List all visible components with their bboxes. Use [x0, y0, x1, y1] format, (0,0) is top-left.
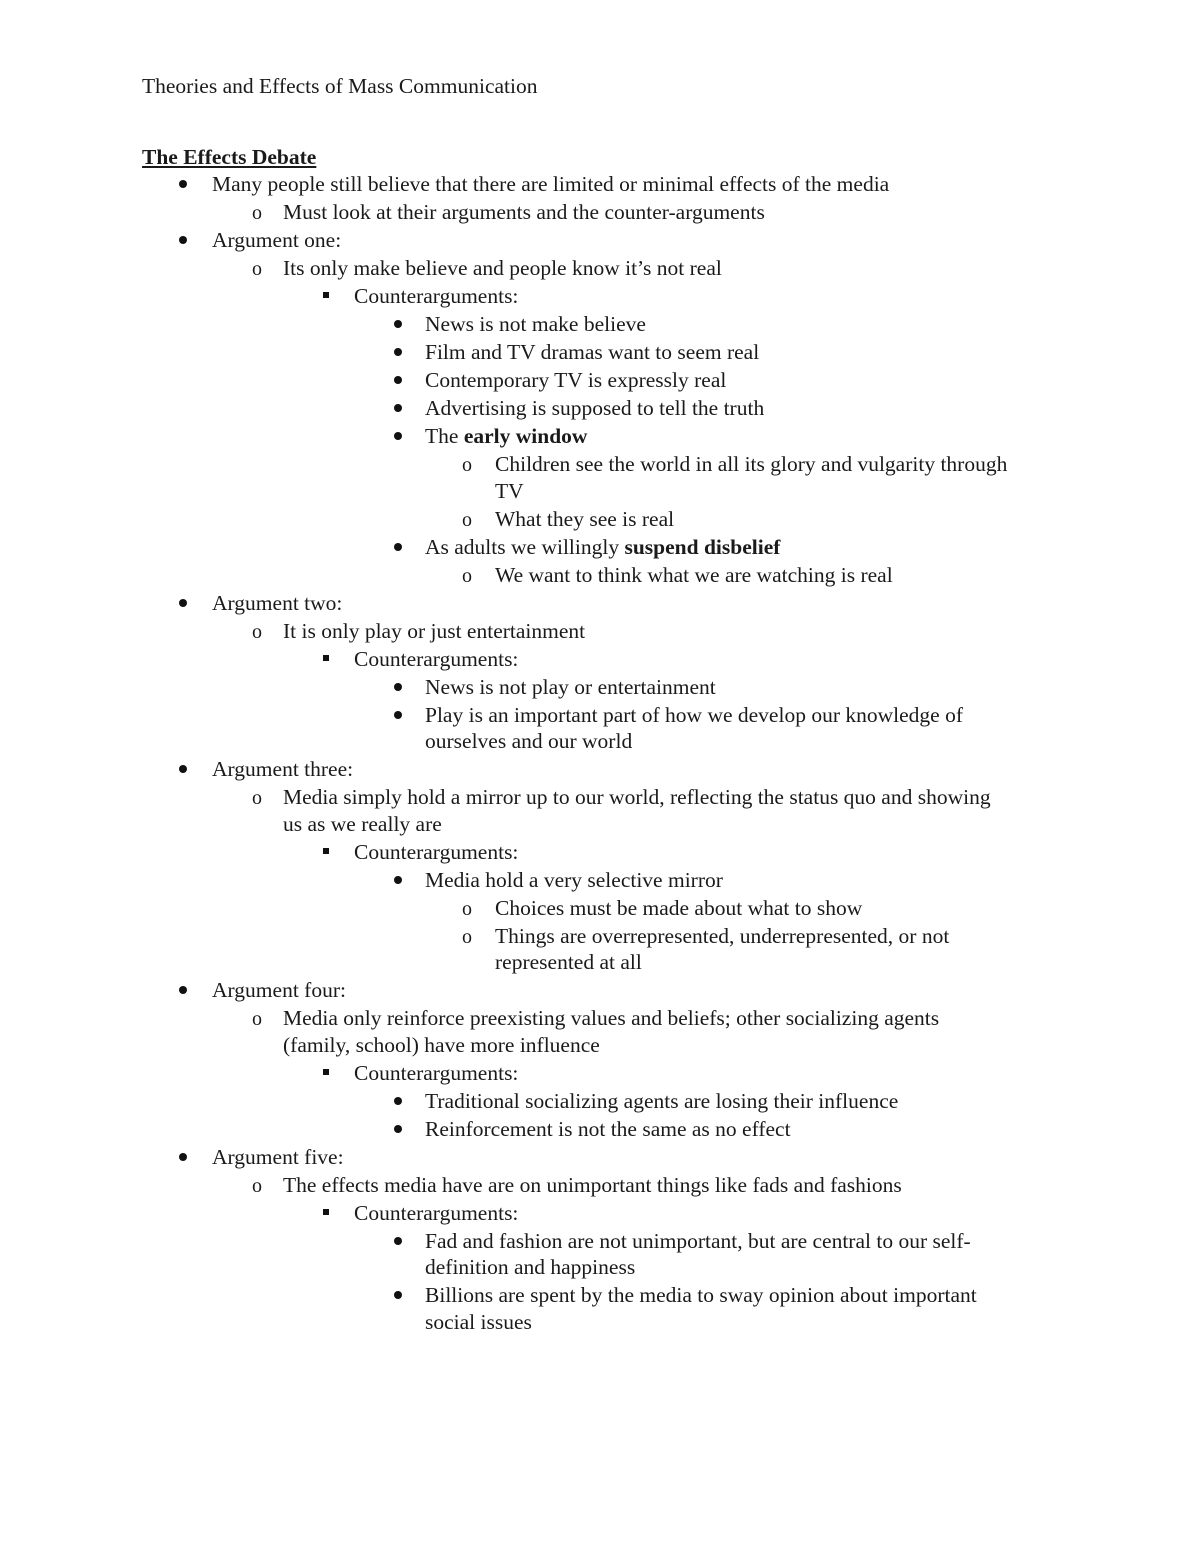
bullet-disc-icon: [388, 674, 408, 701]
outline-item-text: [425, 339, 759, 366]
outline-item-text: [283, 199, 765, 226]
outline-item-plain-text: Counterarguments:: [354, 839, 519, 864]
outline-item-level-2: [0, 199, 1200, 226]
bullet-disc-icon-shape: [179, 765, 187, 773]
outline-item-plain-text: As adults we willingly: [425, 534, 625, 559]
outline-item-level-2: [0, 618, 1200, 645]
outline-item-plain-text: It is only play or just entertainment: [283, 618, 586, 643]
outline-item-text: [425, 1228, 971, 1281]
outline-item-text: [354, 839, 518, 866]
outline-item-line: Things are overrepresented, underrepresented, or not: [495, 923, 950, 948]
outline-item-line: Children see the world in all its glory and vulgarity through: [495, 452, 1008, 476]
bullet-circle-icon: [457, 895, 477, 923]
outline-item-level-3: [0, 1200, 1200, 1227]
outline-item-level-4: [0, 702, 1200, 755]
outline-item-level-1: [0, 227, 1200, 254]
bullet-circle-icon-shape: o: [252, 620, 262, 643]
outline-item-plain-text: Argument four:: [212, 978, 346, 1002]
bullet-square-icon: [316, 1200, 336, 1227]
outline-item-text: [425, 1116, 791, 1143]
outline-item-plain-text: Its only make believe and people know it’s not real: [283, 256, 722, 280]
outline-item-level-5: [0, 923, 1200, 976]
bullet-disc-icon-shape: [394, 876, 402, 884]
bullet-disc-icon-shape: [394, 543, 402, 551]
outline-item-line: (family, school) have more influence: [283, 1032, 600, 1057]
bullet-disc-icon-shape: [394, 711, 402, 719]
bullet-disc-icon-shape: [394, 1125, 402, 1133]
outline-item-plain-text: What they see is real: [495, 506, 675, 531]
outline-item-plain-text: We want to think what we are watching is real: [495, 562, 893, 587]
bullet-disc-icon-shape: [179, 986, 187, 994]
outline-item-text: [495, 451, 1007, 504]
outline-item-plain-text: Reinforcement is not the same as no effect: [425, 1116, 791, 1141]
bullet-disc-icon: [173, 227, 193, 254]
bullet-square-icon-shape: [323, 1209, 329, 1215]
bullet-disc-icon: [173, 977, 193, 1004]
outline-item-level-4: [0, 339, 1200, 366]
bullet-disc-icon: [388, 311, 408, 338]
outline-item-line: Play is an important part of how we develop our knowledge of: [425, 702, 963, 727]
outline-item-level-2: [0, 784, 1200, 837]
outline-item-level-4: [0, 1088, 1200, 1115]
bullet-disc-icon: [388, 534, 408, 561]
bullet-circle-icon: [247, 1172, 267, 1200]
outline-item-level-4: [0, 367, 1200, 394]
bullet-circle-icon: [247, 784, 267, 812]
bullet-square-icon: [316, 283, 336, 310]
outline-item-level-1: [0, 977, 1200, 1004]
outline-item-level-3: [0, 1060, 1200, 1087]
outline-item-level-4: [0, 311, 1200, 338]
bullet-square-icon: [316, 646, 336, 673]
outline-item-level-3: [0, 283, 1200, 310]
bullet-disc-icon: [388, 1088, 408, 1115]
outline-item-line: us as we really are: [283, 811, 442, 836]
outline-item-key-term: early window: [463, 424, 588, 448]
outline-item-text: [283, 255, 722, 282]
bullet-circle-icon-shape: o: [252, 1008, 262, 1030]
outline-item-text: [425, 1088, 898, 1115]
bullet-circle-icon: [247, 255, 267, 283]
outline-item-plain-text: Advertising is supposed to tell the truth: [425, 396, 765, 420]
bullet-circle-icon-shape: o: [252, 258, 262, 280]
bullet-square-icon-shape: [323, 848, 329, 854]
outline-item-text: [283, 618, 585, 645]
outline-item-text: [425, 395, 764, 422]
outline-item-level-5: [0, 506, 1200, 533]
outline-item-line: Fad and fashion are not unimportant, but are central to our self-: [425, 1228, 971, 1253]
outline-item-level-4: [0, 674, 1200, 701]
outline-item-line: represented at all: [495, 950, 642, 974]
bullet-disc-icon: [173, 756, 193, 783]
bullet-disc-icon-shape: [394, 683, 402, 691]
bullet-disc-icon-shape: [394, 1291, 402, 1299]
bullet-circle-icon-shape: o: [462, 564, 472, 587]
outline-item-plain-text: News is not play or entertainment: [425, 674, 716, 699]
outline-item-level-1: [0, 756, 1200, 783]
outline-item-text: [283, 1005, 939, 1058]
bullet-circle-icon: [457, 451, 477, 479]
outline-item-text: [425, 674, 716, 701]
bullet-circle-icon-shape: o: [462, 897, 472, 920]
bullet-circle-icon-shape: o: [462, 454, 472, 476]
outline-item-plain-text: Choices must be made about what to show: [495, 895, 863, 920]
bullet-square-icon-shape: [323, 1069, 329, 1075]
bullet-disc-icon: [173, 1144, 193, 1171]
outline-item-text: [212, 227, 341, 254]
document-title: Theories and Effects of Mass Communication: [142, 74, 538, 98]
bullet-circle-icon: [247, 618, 267, 646]
bullet-disc-icon-shape: [394, 376, 402, 384]
outline-item-plain-text: Must look at their arguments and the counter-arguments: [283, 200, 765, 224]
bullet-circle-icon-shape: o: [252, 202, 262, 224]
bullet-square-icon: [316, 839, 336, 866]
outline-item-level-4: [0, 395, 1200, 422]
bullet-disc-icon-shape: [179, 236, 187, 244]
outline-item-level-3: [0, 646, 1200, 673]
outline-item-plain-text: Counterarguments:: [354, 284, 519, 308]
outline-item-text: [354, 283, 518, 310]
bullet-circle-icon: [247, 199, 267, 227]
outline-item-plain-text: Argument five:: [212, 1144, 344, 1169]
bullet-circle-icon-shape: o: [462, 508, 472, 531]
outline-item-text: [354, 1200, 518, 1227]
outline-item-level-4: [0, 423, 1200, 450]
outline-item-plain-text: The: [425, 424, 464, 448]
bullet-disc-icon: [388, 702, 408, 729]
outline-item-plain-text: Counterarguments:: [354, 1200, 519, 1225]
bullet-disc-icon: [388, 423, 408, 450]
outline-item-text: [425, 1282, 977, 1335]
bullet-disc-icon: [173, 171, 193, 198]
outline-item-plain-text: Many people still believe that there are limited or minimal effects of the media: [212, 172, 890, 196]
outline-item-text: [212, 171, 889, 198]
outline-item-text: [425, 367, 726, 394]
outline-item-plain-text: Contemporary TV is expressly real: [425, 368, 727, 392]
outline-item-plain-text: Media hold a very selective mirror: [425, 867, 723, 892]
outline-item-key-term: suspend disbelief: [624, 534, 781, 559]
outline-item-level-5: [0, 562, 1200, 589]
outline-item-line: ourselves and our world: [425, 729, 633, 753]
bullet-disc-icon-shape: [179, 599, 187, 607]
bullet-disc-icon: [388, 1116, 408, 1143]
bullet-disc-icon-shape: [394, 320, 402, 328]
outline-item-plain-text: Argument one:: [212, 228, 342, 252]
bullet-disc-icon-shape: [179, 180, 187, 188]
outline-item-plain-text: News is not make believe: [425, 312, 646, 336]
outline-item-text: [425, 702, 963, 755]
bullet-circle-icon: [457, 506, 477, 534]
outline-item-text: [495, 506, 674, 533]
outline-item-text: [425, 534, 780, 561]
outline-item-level-4: [0, 1228, 1200, 1281]
outline-item-text: [283, 1172, 902, 1199]
bullet-square-icon-shape: [323, 655, 329, 661]
bullet-disc-icon-shape: [179, 1153, 187, 1161]
outline-item-plain-text: Film and TV dramas want to seem real: [425, 340, 760, 364]
outline-item-text: [425, 867, 723, 894]
bullet-circle-icon: [457, 923, 477, 951]
outline-item-level-2: [0, 255, 1200, 282]
bullet-circle-icon: [457, 562, 477, 590]
bullet-disc-icon-shape: [394, 348, 402, 356]
outline-item-text: [212, 977, 346, 1004]
outline-item-text: [495, 562, 893, 589]
bullet-disc-icon-shape: [394, 1097, 402, 1105]
outline-item-plain-text: Traditional socializing agents are losing their influence: [425, 1088, 899, 1113]
outline-item-level-1: [0, 1144, 1200, 1171]
bullet-disc-icon-shape: [394, 404, 402, 412]
bullet-square-icon-shape: [323, 292, 329, 298]
bullet-circle-icon-shape: o: [252, 1174, 262, 1197]
outline-item-plain-text: The effects media have are on unimportant things like fads and fashions: [283, 1172, 902, 1197]
outline-item-level-1: [0, 590, 1200, 617]
bullet-disc-icon-shape: [394, 432, 402, 440]
outline-item-level-1: [0, 171, 1200, 198]
outline-item-line: Media only reinforce preexisting values and beliefs; other socializing agents: [283, 1006, 940, 1030]
outline-item-level-4: [0, 534, 1200, 561]
outline-item-text: [212, 756, 353, 783]
outline-item-level-2: [0, 1005, 1200, 1058]
outline-item-plain-text: Argument two:: [212, 590, 343, 615]
bullet-circle-icon-shape: o: [462, 925, 472, 948]
outline-item-level-5: [0, 895, 1200, 922]
outline-item-text: [425, 311, 646, 338]
bullet-circle-icon-shape: o: [252, 787, 262, 809]
outline-item-line: Billions are spent by the media to sway opinion about important: [425, 1283, 977, 1307]
outline-item-line: social issues: [425, 1309, 532, 1334]
outline-item-level-4: [0, 867, 1200, 894]
outline-item-line: Media simply hold a mirror up to our world, reflecting the status quo and showing: [283, 785, 991, 809]
outline-item-plain-text: Argument three:: [212, 757, 354, 781]
outline-item-plain-text: Counterarguments:: [354, 1060, 519, 1085]
outline-item-text: [425, 423, 587, 450]
outline-item-level-2: [0, 1172, 1200, 1199]
bullet-disc-icon-shape: [394, 1237, 402, 1245]
bullet-disc-icon: [388, 367, 408, 394]
outline-item-text: [495, 923, 949, 976]
outline-item-text: [283, 784, 991, 837]
outline-item-line: definition and happiness: [425, 1255, 636, 1279]
outline-item-text: [495, 895, 862, 922]
outline-item-level-4: [0, 1282, 1200, 1335]
bullet-circle-icon: [247, 1005, 267, 1033]
bullet-disc-icon: [388, 339, 408, 366]
outline-item-plain-text: Counterarguments:: [354, 646, 519, 671]
outline-item-text: [354, 646, 518, 673]
bullet-disc-icon: [388, 867, 408, 894]
outline-item-text: [212, 590, 342, 617]
outline-item-level-4: [0, 1116, 1200, 1143]
bullet-disc-icon: [388, 1228, 408, 1255]
outline-item-line: TV: [495, 478, 524, 503]
outline-item-text: [354, 1060, 518, 1087]
outline-item-level-5: [0, 451, 1200, 504]
bullet-disc-icon: [388, 395, 408, 422]
section-heading: The Effects Debate: [142, 145, 317, 169]
bullet-disc-icon: [388, 1282, 408, 1309]
outline-item-level-3: [0, 839, 1200, 866]
bullet-square-icon: [316, 1060, 336, 1087]
bullet-disc-icon: [173, 590, 193, 617]
outline-item-text: [212, 1144, 344, 1171]
